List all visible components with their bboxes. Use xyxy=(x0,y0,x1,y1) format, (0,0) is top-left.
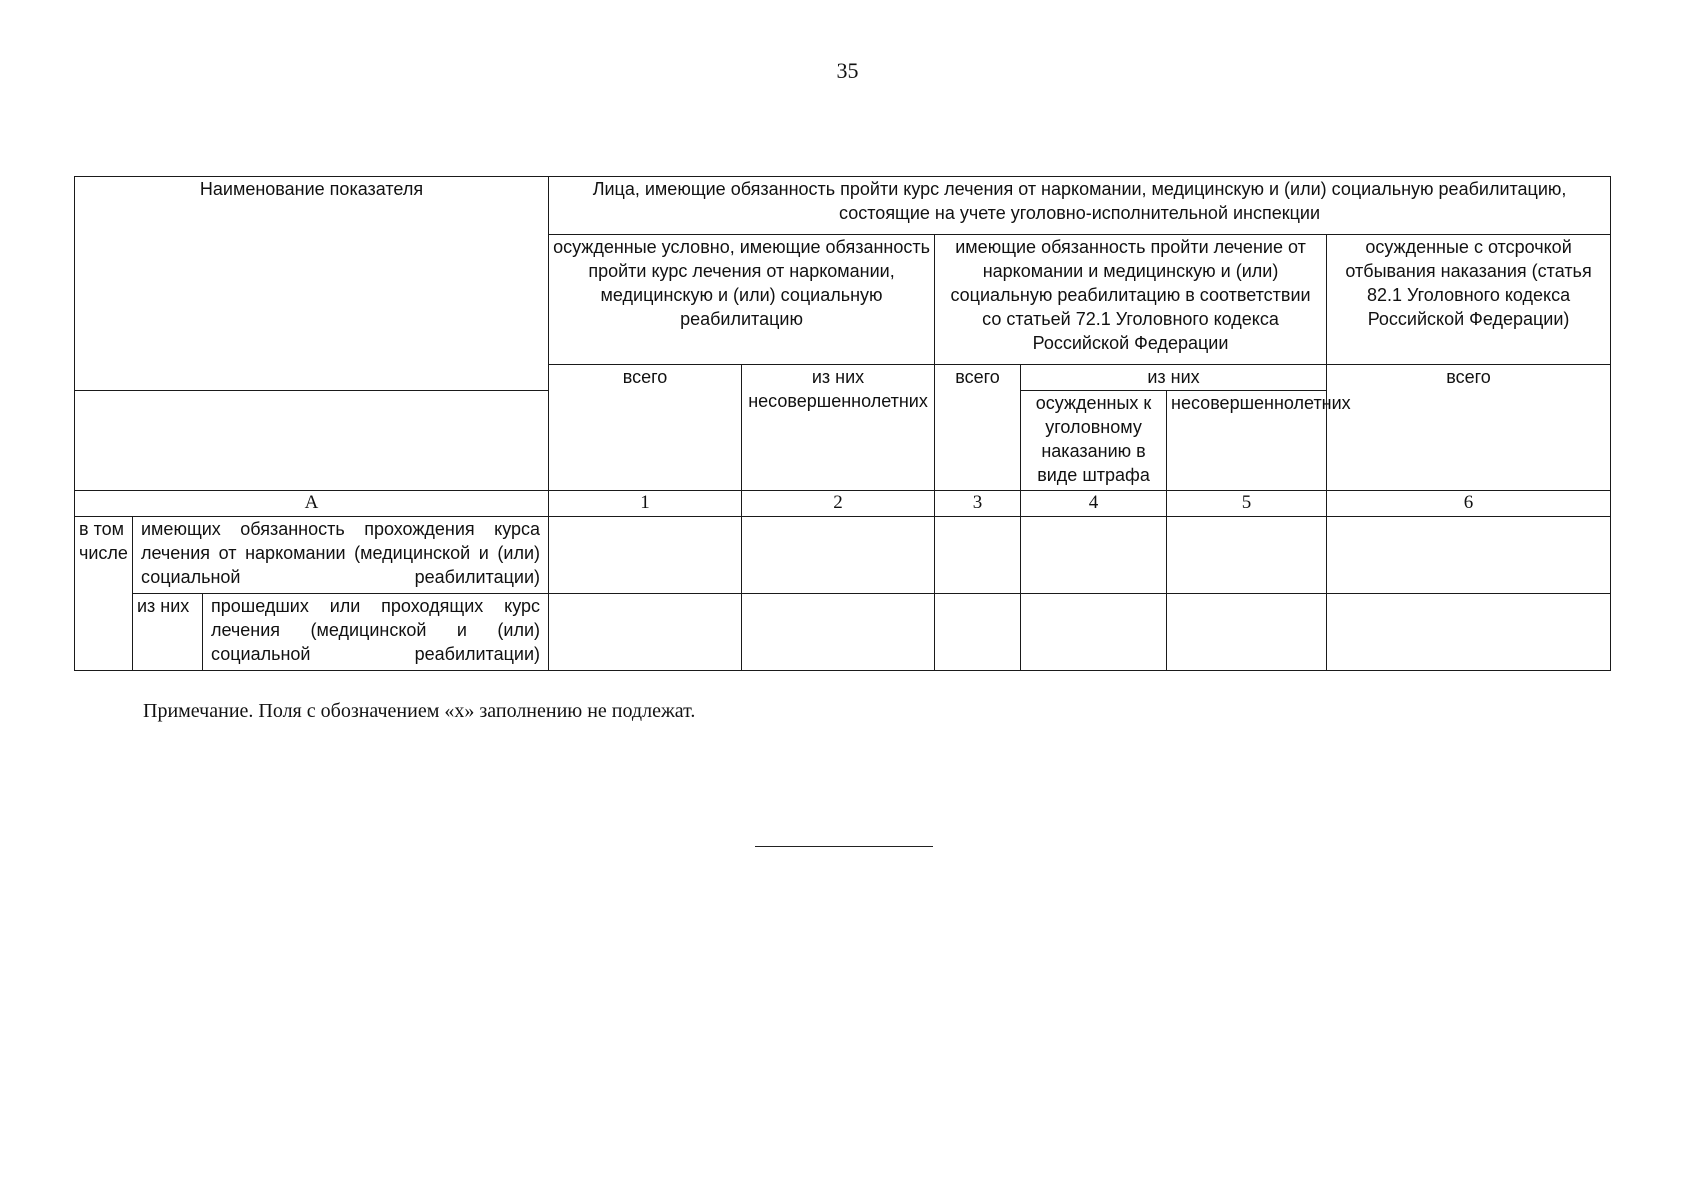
row-label-of-them: из них xyxy=(133,594,203,671)
cell-completed-col2 xyxy=(742,594,935,671)
column-number-1: 1 xyxy=(549,491,742,517)
column-number-2: 2 xyxy=(742,491,935,517)
cell-obliged-col1 xyxy=(549,517,742,594)
column-number-5: 5 xyxy=(1167,491,1327,517)
header-col6-total: всего xyxy=(1327,365,1611,491)
cell-completed-col3 xyxy=(935,594,1021,671)
header-indicator-name: Наименование показателя xyxy=(75,177,549,391)
cell-obliged-col3 xyxy=(935,517,1021,594)
indicator-table xyxy=(74,176,1611,671)
cell-completed-col4 xyxy=(1021,594,1167,671)
cell-obliged-col5 xyxy=(1167,517,1327,594)
cell-completed-col6 xyxy=(1327,594,1611,671)
header-persons-group: Лица, имеющие обязанность пройти курс лечения от наркомании, медицинскую и (или) социальную реабилитацию, состоящие на учете уголовно-исполнительной инспекции xyxy=(549,177,1611,235)
end-rule xyxy=(755,846,933,847)
row-label-completed: прошедших или проходящих курс лечения (медицинской и (или) социальной реабилитации) xyxy=(203,594,549,671)
header-art72-group: имеющие обязанность пройти лечение от наркомании и медицинскую и (или) социальную реабилитацию в соответствии со статьей 72.1 Уголовного кодекса Российской Федерации xyxy=(935,235,1327,365)
header-col5-minors: несовершеннолетних xyxy=(1167,391,1327,491)
cell-obliged-col2 xyxy=(742,517,935,594)
header-of-them: из них xyxy=(1021,365,1327,391)
cell-obliged-col4 xyxy=(1021,517,1167,594)
column-number-4: 4 xyxy=(1021,491,1167,517)
row-label-obliged: имеющих обязанность прохождения курса лечения от наркомании (медицинской и (или) социальной реабилитации) xyxy=(133,517,549,594)
header-conditional-group: осужденные условно, имеющие обязанность пройти курс лечения от наркомании, медицинскую и (или) социальную реабилитацию xyxy=(549,235,935,365)
header-indicator-spacer xyxy=(75,391,549,491)
header-col4-fine: осужденных к уголовному наказанию в виде штрафа xyxy=(1021,391,1167,491)
cell-completed-col1 xyxy=(549,594,742,671)
header-col1-total: всего xyxy=(549,365,742,491)
header-deferred-group: осужденные с отсрочкой отбывания наказания (статья 82.1 Уголовного кодекса Российской Федерации) xyxy=(1327,235,1611,365)
header-col3-total: всего xyxy=(935,365,1021,491)
footnote: Примечание. Поля с обозначением «х» заполнению не подлежат. xyxy=(143,700,696,722)
cell-obliged-col6 xyxy=(1327,517,1611,594)
column-number-3: 3 xyxy=(935,491,1021,517)
column-number-6: 6 xyxy=(1327,491,1611,517)
header-col2-minors: из них несовершеннолетних xyxy=(742,365,935,491)
cell-completed-col5 xyxy=(1167,594,1327,671)
column-number-a: А xyxy=(75,491,549,517)
page-number: 35 xyxy=(836,58,859,83)
row-label-including: в том числе xyxy=(75,517,133,671)
